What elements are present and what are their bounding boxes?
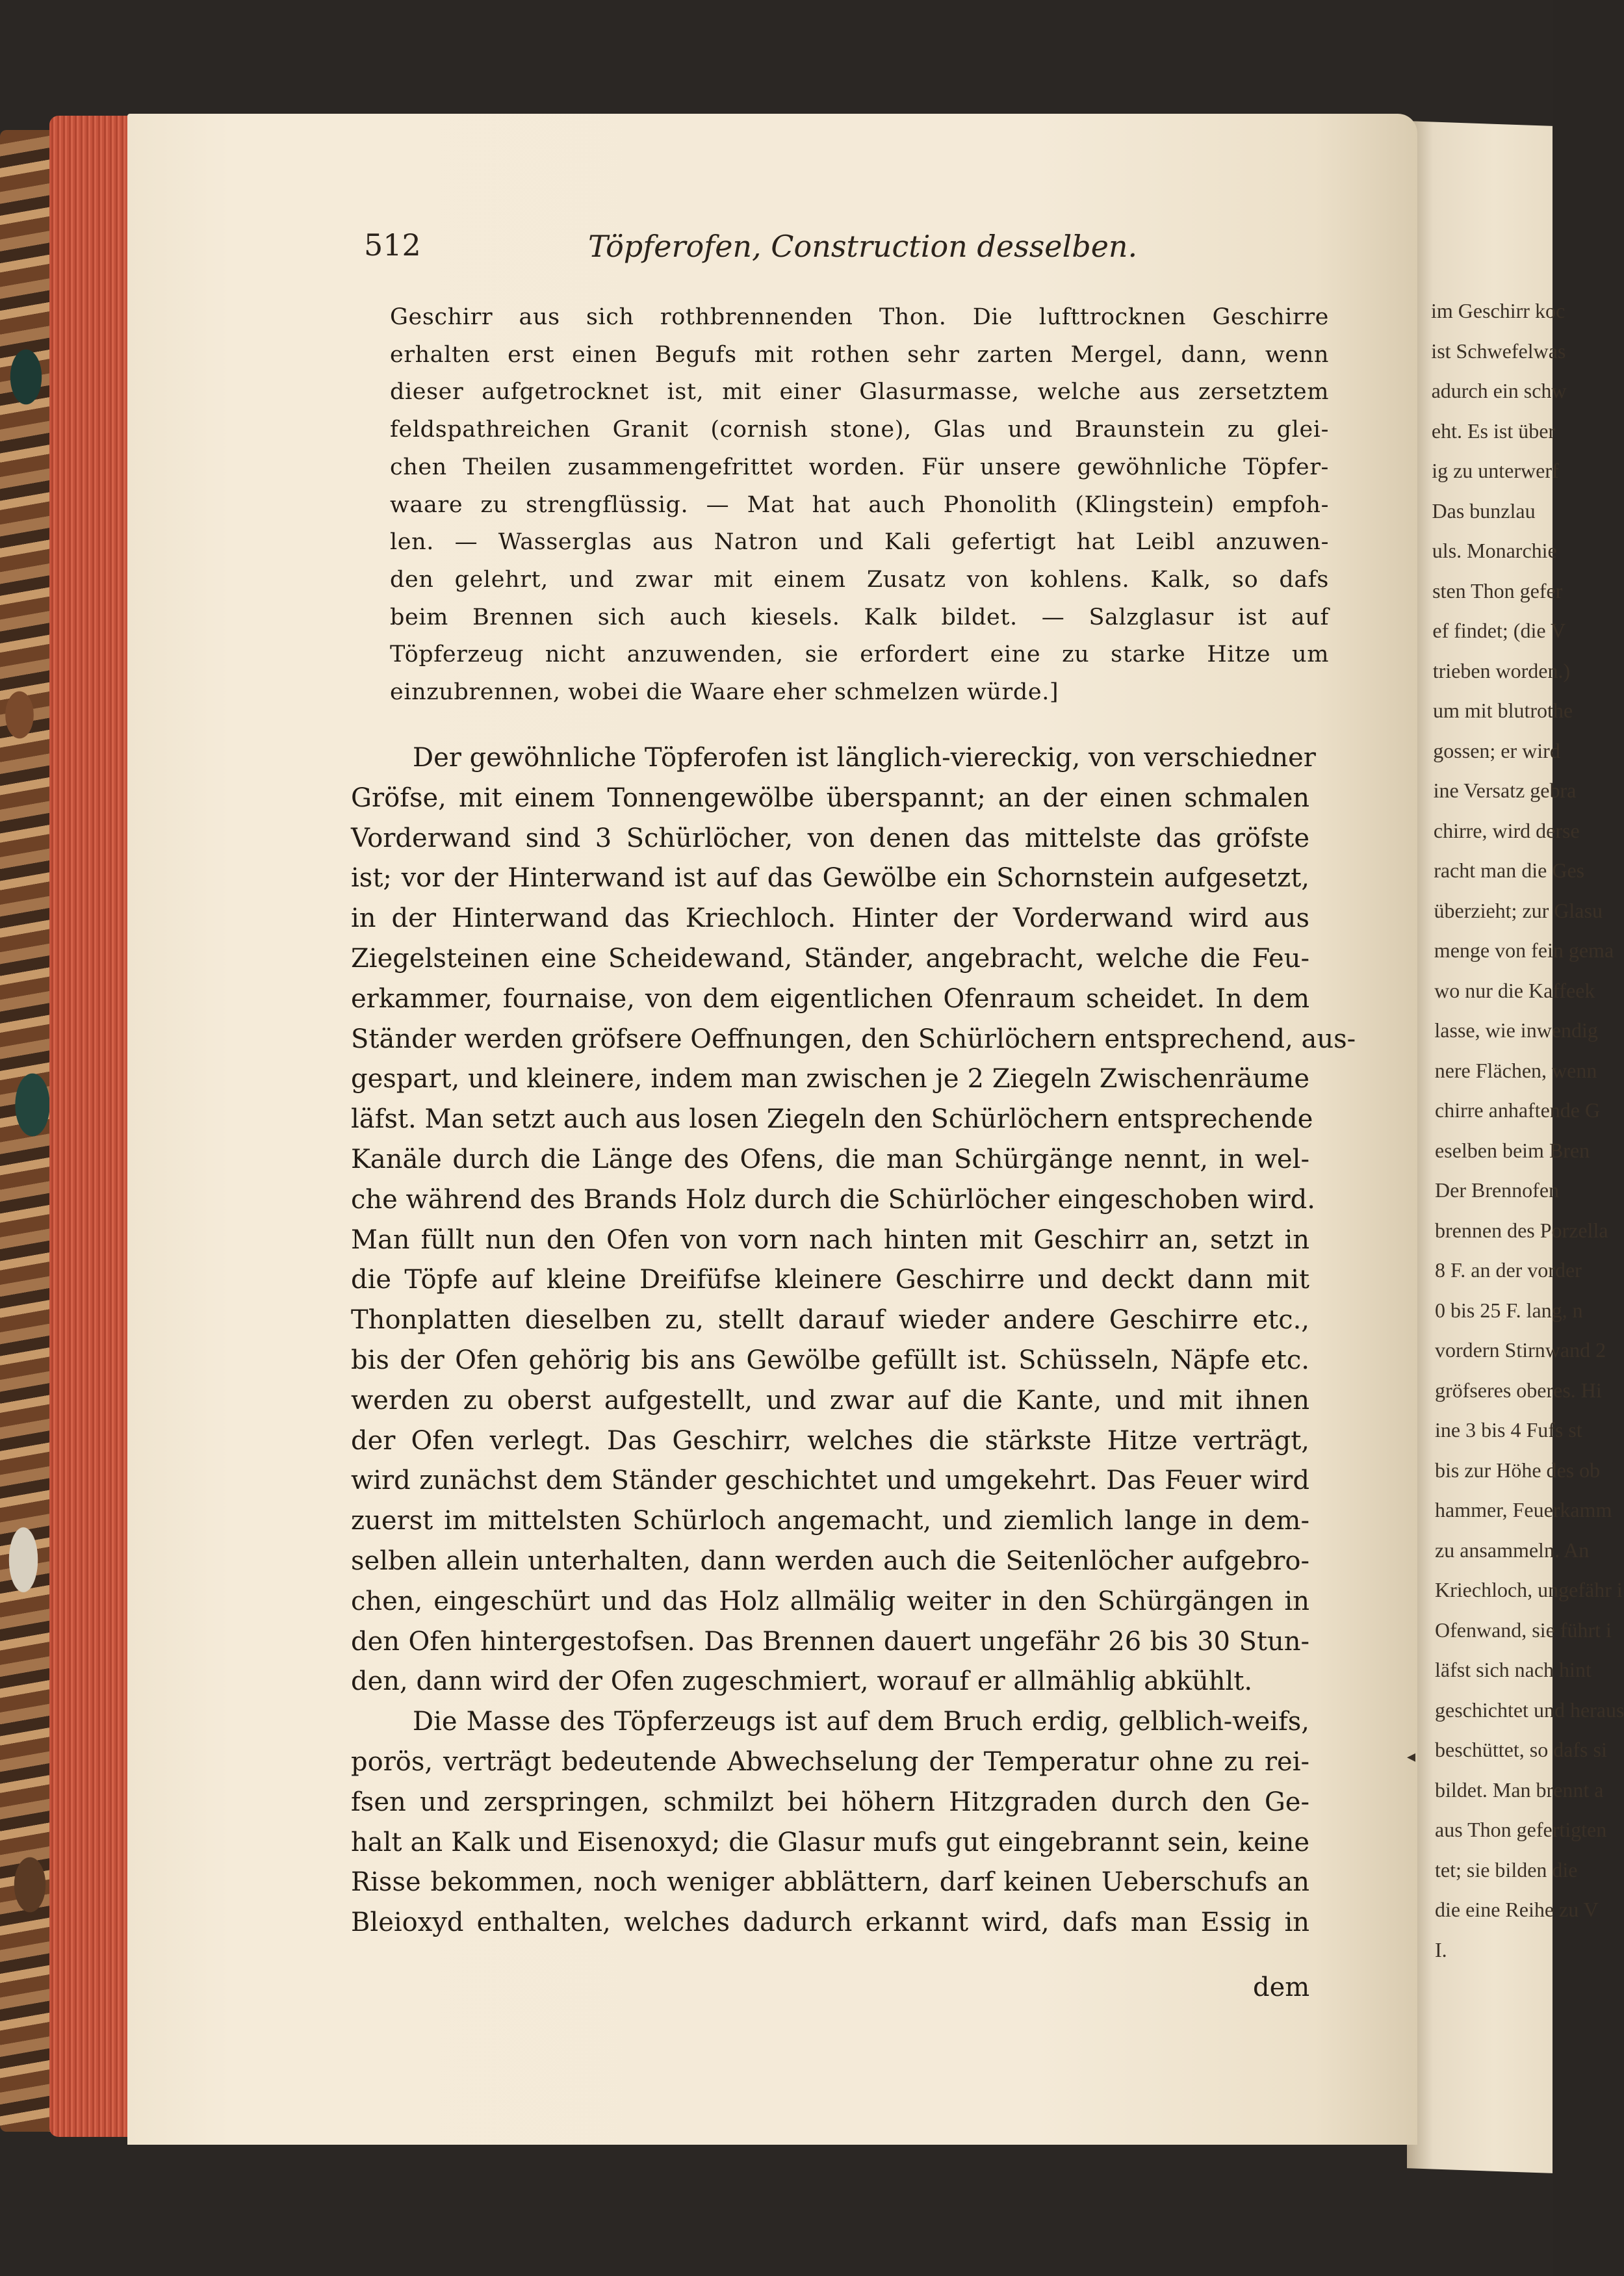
facing-page-line: brennen des Porzella <box>1435 1218 1608 1242</box>
small-text-line: chen Theilen zusammengefrittet worden. Für unsere gewöhnliche Töpfer- <box>390 454 1329 480</box>
facing-page-line: chirre, wird derse <box>1433 818 1580 842</box>
facing-page-line: gossen; er wird <box>1433 738 1560 762</box>
facing-page-line: wo nur die Kaffeek <box>1434 978 1595 1002</box>
facing-page-text <box>1430 299 1624 2054</box>
facing-page-line: trieben worden.) <box>1432 658 1571 682</box>
facing-page-line: im Geschirr koc <box>1431 299 1566 322</box>
facing-page-line: sten Thon gefer <box>1432 578 1563 602</box>
small-text-line: waare zu strengflüssig. — Mat hat auch Phonolith (Klingstein) empfoh- <box>390 491 1329 518</box>
page-number: 512 <box>364 227 421 263</box>
footnote-block <box>390 299 1329 712</box>
small-text-line: den gelehrt, und zwar mit einem Zusatz von kohlens. Kalk, so dafs <box>390 566 1329 593</box>
facing-page-line: 0 bis 25 F. lang, n <box>1435 1298 1583 1322</box>
main-text-line: der Ofen verlegt. Das Geschirr, welches die stärkste Hitze verträgt, <box>351 1425 1309 1456</box>
facing-page-line: uls. Monarchie <box>1432 539 1557 562</box>
main-text-line: läfst. Man setzt auch aus losen Ziegeln den Schürlöchern entsprechende <box>351 1104 1313 1135</box>
facing-page-line: racht man die Ges <box>1434 859 1585 882</box>
main-text-line: Risse bekommen, noch weniger abblättern, darf keinen Ueberschufs an <box>351 1867 1309 1898</box>
facing-page-line: läfst sich nach hint <box>1435 1658 1592 1681</box>
small-text-line: dieser aufgetrocknet ist, mit einer Glasurmasse, welche aus zersetztem <box>390 379 1329 406</box>
main-text-line: den, dann wird der Ofen zugeschmiert, worauf er allmählig abkühlt. <box>351 1666 1253 1697</box>
main-text-line: chen, eingeschürt und das Holz allmälig weiter in den Schürgängen in <box>351 1586 1309 1616</box>
main-text-line: Die Masse des Töpferzeugs ist auf dem Bruch erdig, gelblich-weifs, <box>413 1707 1309 1737</box>
main-text-line: porös, verträgt bedeutende Abwechselung der Temperatur ohne zu rei- <box>351 1746 1309 1777</box>
facing-page-line: Der Brennofen <box>1435 1178 1560 1202</box>
facing-page-line: gröfseres oberes. Hi <box>1435 1378 1602 1402</box>
main-text-line: Gröfse, mit einem Tonnengewölbe überspannt; an der einen schmalen <box>351 782 1309 813</box>
main-text-line: erkammer, fournaise, von dem eigentlichen Ofenraum scheidet. In dem <box>351 983 1309 1014</box>
facing-page-line: bis zur Höhe des ob <box>1435 1458 1601 1482</box>
facing-page-line: adurch ein schw <box>1431 379 1567 402</box>
running-head: Töpferofen, Construction desselben. <box>588 229 1138 264</box>
facing-page-line: vordern Stirnwand 2 <box>1435 1338 1606 1362</box>
main-text-line: bis der Ofen gehörig bis ans Gewölbe gefüllt ist. Schüsseln, Näpfe etc. <box>351 1345 1309 1375</box>
facing-page-line: beschüttet, so dafs si <box>1435 1738 1607 1761</box>
facing-page-line: 8 F. an der vorder <box>1435 1258 1582 1282</box>
facing-page-line: chirre anhaftende G <box>1435 1098 1601 1122</box>
facing-page-line: tet; sie bilden die <box>1435 1857 1578 1882</box>
main-text-line: che während des Brands Holz durch die Schürlöcher eingeschoben wird. <box>351 1184 1315 1215</box>
facing-page-line: nere Flächen, wenn <box>1434 1058 1597 1082</box>
main-text-line: fsen und zerspringen, schmilzt bei höhern Hitzgraden durch den Ge- <box>351 1787 1309 1817</box>
main-text-line: wird zunächst dem Ständer geschichtet und umgekehrt. Das Feuer wird <box>351 1466 1309 1496</box>
facing-page-line: eselben beim Bren <box>1435 1138 1590 1162</box>
main-text-line: Man füllt nun den Ofen von vorn nach hinten mit Geschirr an, setzt in <box>351 1224 1309 1255</box>
facing-page-line: zu ansammeln. An <box>1435 1538 1590 1562</box>
main-text-line: Ziegelsteinen eine Scheidewand, Ständer, angebracht, welche die Feu- <box>351 943 1309 974</box>
facing-page-line: um mit blutrothe <box>1433 699 1573 722</box>
main-text-line: ist; vor der Hinterwand ist auf das Gewölbe ein Schornstein aufgesetzt, <box>351 863 1309 894</box>
facing-page-line: überzieht; zur Glasu <box>1434 898 1603 922</box>
main-text-line: die Töpfe auf kleine Dreifüfse kleinere Geschirre und deckt dann mit <box>351 1265 1309 1295</box>
main-text-line: zuerst im mittelsten Schürloch angemacht, und ziemlich lange in dem- <box>351 1506 1309 1536</box>
main-text-line: werden zu oberst aufgestellt, und zwar auf die Kante, und mit ihnen <box>351 1385 1309 1416</box>
facing-page-line: Ofenwand, sie führt i <box>1435 1618 1612 1642</box>
facing-page-line: ef findet; (die V <box>1432 619 1566 642</box>
facing-page-line: lasse, wie inwendig <box>1434 1018 1598 1042</box>
main-text-line: in der Hinterwand das Kriechloch. Hinter der Vorderwand wird aus <box>351 903 1309 934</box>
facing-page-line: ig zu unterwerf <box>1432 459 1559 482</box>
main-text-line: Der gewöhnliche Töpferofen ist länglich-viereckig, von verschiedner <box>413 743 1316 773</box>
facing-page-line: aus Thon gefertigten <box>1435 1818 1607 1841</box>
main-text-line: Ständer werden gröfsere Oeffnungen, den Schürlöchern entsprechend, aus- <box>351 1024 1356 1054</box>
small-text-line: erhalten erst einen Begufs mit rothen sehr zarten Mergel, dann, wenn <box>390 341 1329 368</box>
facing-page-line: geschichtet und heraus <box>1435 1698 1624 1722</box>
facing-page-line: eht. Es ist über <box>1431 419 1556 443</box>
facing-page-line: bildet. Man brennt a <box>1435 1778 1604 1802</box>
small-text-line: len. — Wasserglas aus Natron und Kali gefertigt hat Leibl anzuwen- <box>390 529 1329 556</box>
main-text-line: Bleioxyd enthalten, welches dadurch erkannt wird, dafs man Essig in <box>351 1907 1309 1938</box>
facing-page-line: menge von fein gema <box>1434 938 1614 962</box>
main-text-line: Kanäle durch die Länge des Ofens, die man Schürgänge nennt, in wel- <box>351 1144 1309 1174</box>
facing-page-line: Kriechloch, ungefähr i <box>1435 1578 1623 1601</box>
facing-page-line: die eine Reihe zu V <box>1435 1898 1599 1921</box>
facing-page-line: hammer, Feuerkamm <box>1435 1498 1612 1521</box>
facing-page-line: ine Versatz gebra <box>1433 779 1577 802</box>
main-text-line: Vorderwand sind 3 Schürlöcher, von denen das mittelste das gröfste <box>351 823 1309 853</box>
small-text-line: beim Brennen sich auch kiesels. Kalk bildet. — Salzglasur ist auf <box>390 604 1329 630</box>
facing-page-line: Das bunzlau <box>1432 498 1536 523</box>
small-text-line: Töpferzeug nicht anzuwenden, sie erfordert eine zu starke Hitze um <box>390 641 1329 668</box>
small-text-line: feldspathreichen Granit (cornish stone), Glas und Braunstein zu glei- <box>390 417 1329 443</box>
small-text-line: Geschirr aus sich rothbrennenden Thon. Die lufttrocknen Geschirre <box>390 304 1329 330</box>
page-edges <box>49 116 134 2137</box>
main-text-block <box>351 738 1356 1943</box>
catchword: dem <box>1253 1972 1310 2002</box>
facing-page-line: ist Schwefelwas <box>1431 339 1566 363</box>
main-text-line: halt an Kalk und Eisenoxyd; die Glasur mufs gut eingebrannt sein, keine <box>351 1827 1309 1857</box>
main-text-line: selben allein unterhalten, dann werden auch die Seitenlöcher aufgebro- <box>351 1545 1309 1576</box>
main-text-line: Thonplatten dieselben zu, stellt darauf wieder andere Geschirre etc., <box>351 1305 1309 1336</box>
arrow-mark: ◂ <box>1407 1747 1416 1766</box>
facing-page-line: ine 3 bis 4 Fufs st <box>1435 1418 1582 1442</box>
main-text-line: den Ofen hintergestofsen. Das Brennen dauert ungefähr 26 bis 30 Stun- <box>351 1626 1309 1657</box>
small-text-line: einzubrennen, wobei die Waare eher schmelzen würde.] <box>390 679 1059 706</box>
facing-page-line: I. <box>1435 1937 1447 1961</box>
main-text-line: gespart, und kleinere, indem man zwischen je 2 Ziegeln Zwischenräume <box>351 1064 1309 1094</box>
